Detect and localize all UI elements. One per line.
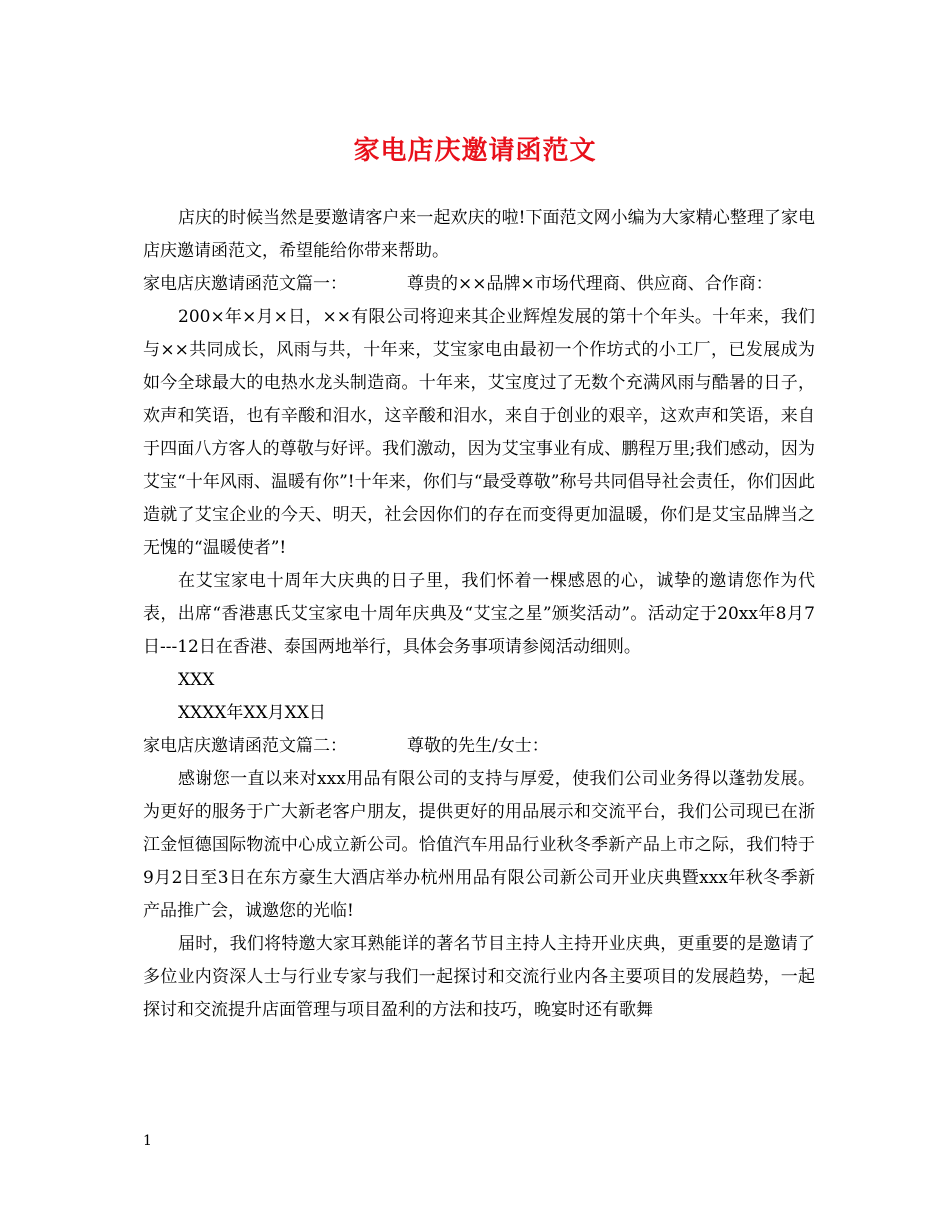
page-number: 1 (143, 1133, 152, 1149)
part1-paragraph-2: 在艾宝家电十周年大庆典的日子里，我们怀着一棵感恩的心，诚挚的邀请您作为代表，出席“香港惠氏艾宝家电十周年庆典及“艾宝之星”颁奖活动”。活动定于20xx年8月7日---12日在香港、泰国两地举行，具体会务事项请参阅活动细则。 (143, 571, 815, 657)
part1-salutation: 尊贵的××品牌×市场代理商、供应商、合作商： (407, 274, 773, 294)
part2-paragraph-1: 感谢您一直以来对xxx用品有限公司的支持与厚爱，使我们公司业务得以蓬勃发展。为更好的服务于广大新老客户朋友，提供更好的用品展示和交流平台，我们公司现已在浙江金恒德国际物流中心成立新公司。恰值汽车用品行业秋冬季新产品上市之际，我们特于9月2日至3日在东方豪生大酒店举办杭州用品有限公司新公司开业庆典暨xxx年秋冬季新产品推广会，诚邀您的光临! (143, 769, 815, 921)
part1-heading-line (143, 268, 815, 301)
intro-paragraph: 店庆的时候当然是要邀请客户来一起欢庆的啦!下面范文网小编为大家精心整理了家电店庆邀请函范文，希望能给你带来帮助。 (143, 208, 815, 261)
document-title: 家电店庆邀请函范文 (353, 136, 597, 166)
part2-paragraph-2: 届时，我们将特邀大家耳熟能详的著名节目主持人主持开业庆典，更重要的是邀请了多位业内资深人士与行业专家与我们一起探讨和交流行业内各主要项目的发展趋势，一起探讨和交流提升店面管理与项目盈利的方法和技巧，晚宴时还有歌舞 (143, 934, 815, 1020)
document-body (143, 202, 815, 1027)
part2-heading: 家电店庆邀请函范文篇二： (143, 736, 347, 756)
part1-heading: 家电店庆邀请函范文篇一： (143, 274, 347, 294)
part2-heading-line (143, 730, 815, 763)
part1-date: XXXX年XX月XX日 (178, 703, 326, 723)
part1-paragraph-1: 200×年×月×日，××有限公司将迎来其企业辉煌发展的第十个年头。十年来，我们与××共同成长，风雨与共，十年来，艾宝家电由最初一个作坊式的小工厂，已发展成为如今全球最大的电热水龙头制造商。十年来，艾宝度过了无数个充满风雨与酷暑的日子，欢声和笑语，也有辛酸和泪水，这辛酸和泪水，来自于创业的艰辛，这欢声和笑语，来自于四面八方客人的尊敬与好评。我们激动，因为艾宝事业有成、鹏程万里;我们感动，因为艾宝“十年风雨、温暖有你”!十年来，你们与“最受尊敬”称号共同倡导社会责任，你们因此造就了艾宝企业的今天、明天，社会因你们的存在而变得更加温暖，你们是艾宝品牌当之无愧的“温暖使者”! (143, 307, 815, 558)
part1-signature: XXX (178, 670, 215, 690)
part2-salutation: 尊敬的先生/女士： (407, 736, 549, 756)
